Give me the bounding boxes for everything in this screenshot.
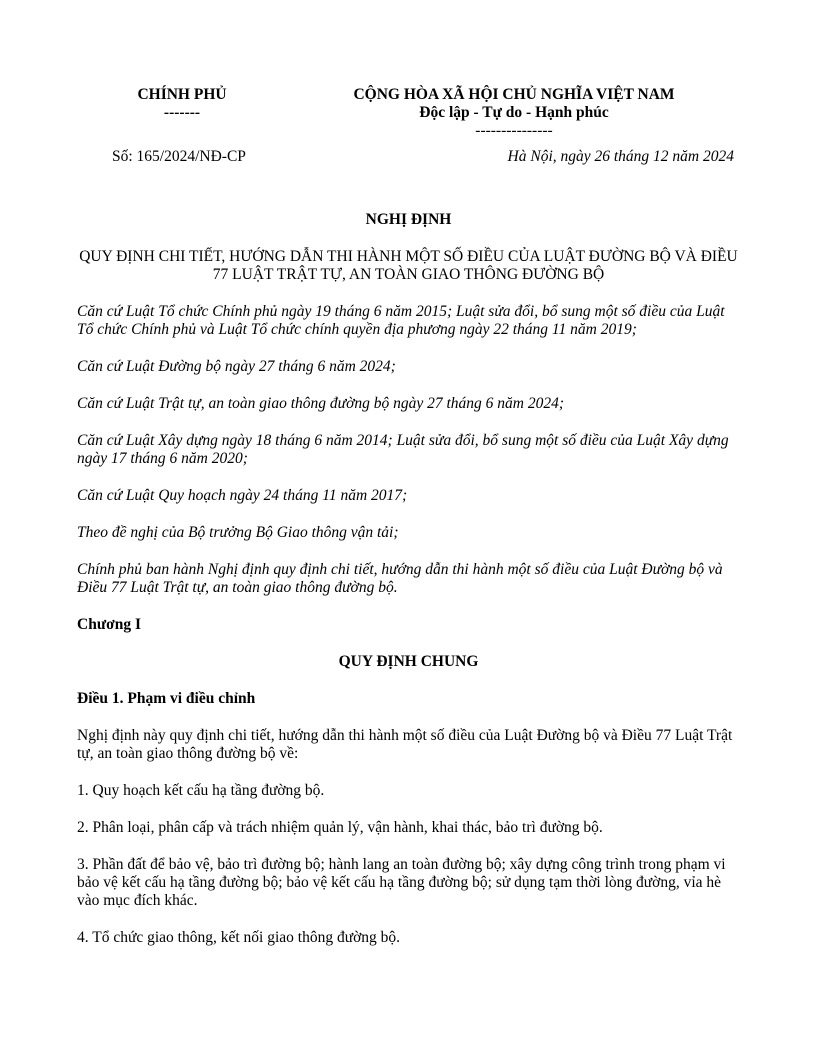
legal-basis-item: Căn cứ Luật Xây dựng ngày 18 tháng 6 năm 2014; Luật sửa đổi, bổ sung một số điều của Luật Xây dựng ngày 17 tháng 6 năm 2020; (77, 432, 729, 467)
legal-basis-item: Căn cứ Luật Tổ chức Chính phủ ngày 19 tháng 6 năm 2015; Luật sửa đổi, bổ sung một số điều của Luật Tổ chức Chính phủ và Luật Tổ chức chính quyền địa phương ngày 22 tháng 11 năm 2019; (77, 303, 725, 338)
article-item: 1. Quy hoạch kết cấu hạ tầng đường bộ. (77, 782, 325, 799)
document-date: Hà Nội, ngày 26 tháng 12 năm 2024 (507, 148, 734, 165)
national-motto: Độc lập - Tự do - Hạnh phúc (419, 104, 609, 121)
legal-basis-item: Theo đề nghị của Bộ trưởng Bộ Giao thông vận tải; (77, 524, 399, 541)
legal-basis-item: Căn cứ Luật Trật tự, an toàn giao thông đường bộ ngày 27 tháng 6 năm 2024; (77, 395, 565, 412)
chapter-label: Chương I (77, 616, 141, 633)
issuer-name: CHÍNH PHỦ (137, 86, 227, 103)
document-subject: QUY ĐỊNH CHI TIẾT, HƯỚNG DẪN THI HÀNH MỘT SỐ ĐIỀU CỦA LUẬT ĐƯỜNG BỘ VÀ ĐIỀU 77 LUẬT TRẬT TỰ, AN TOÀN GIAO THÔNG ĐƯỜNG BỘ (79, 248, 738, 283)
article-item: 2. Phân loại, phân cấp và trách nhiệm quản lý, vận hành, khai thác, bảo trì đường bộ. (77, 819, 603, 836)
issuer-block (122, 86, 242, 122)
article-heading: Điều 1. Phạm vi điều chỉnh (77, 690, 256, 707)
national-title-block (334, 86, 694, 140)
chapter-title: QUY ĐỊNH CHUNG (338, 653, 479, 670)
country-name: CỘNG HÒA XÃ HỘI CHỦ NGHĨA VIỆT NAM (353, 86, 675, 103)
issuer-divider: ------- (163, 104, 201, 121)
article-item: 3. Phần đất để bảo vệ, bảo trì đường bộ; hành lang an toàn đường bộ; xây dựng công trình trong phạm vi bảo vệ kết cấu hạ tầng đường bộ; bảo vệ kết cấu hạ tầng đường bộ; sử dụng tạm thời lòng đường, vỉa hè vào mục đích khác. (77, 856, 726, 909)
motto-divider: --------------- (475, 122, 553, 139)
legal-basis-item: Căn cứ Luật Đường bộ ngày 27 tháng 6 năm 2024; (77, 358, 396, 375)
document-type: NGHỊ ĐỊNH (365, 211, 452, 228)
promulgation-statement: Chính phủ ban hành Nghị định quy định chi tiết, hướng dẫn thi hành một số điều của Luật Đường bộ và Điều 77 Luật Trật tự, an toàn giao thông đường bộ. (77, 561, 723, 596)
legal-basis-item: Căn cứ Luật Quy hoạch ngày 24 tháng 11 năm 2017; (77, 487, 408, 504)
document-number: Số: 165/2024/NĐ-CP (112, 148, 246, 165)
article-intro: Nghị định này quy định chi tiết, hướng dẫn thi hành một số điều của Luật Đường bộ và Điều 77 Luật Trật tự, an toàn giao thông đường bộ về: (77, 727, 733, 762)
article-item: 4. Tổ chức giao thông, kết nối giao thông đường bộ. (77, 929, 401, 946)
document-body (77, 211, 740, 966)
document-header (0, 86, 816, 166)
